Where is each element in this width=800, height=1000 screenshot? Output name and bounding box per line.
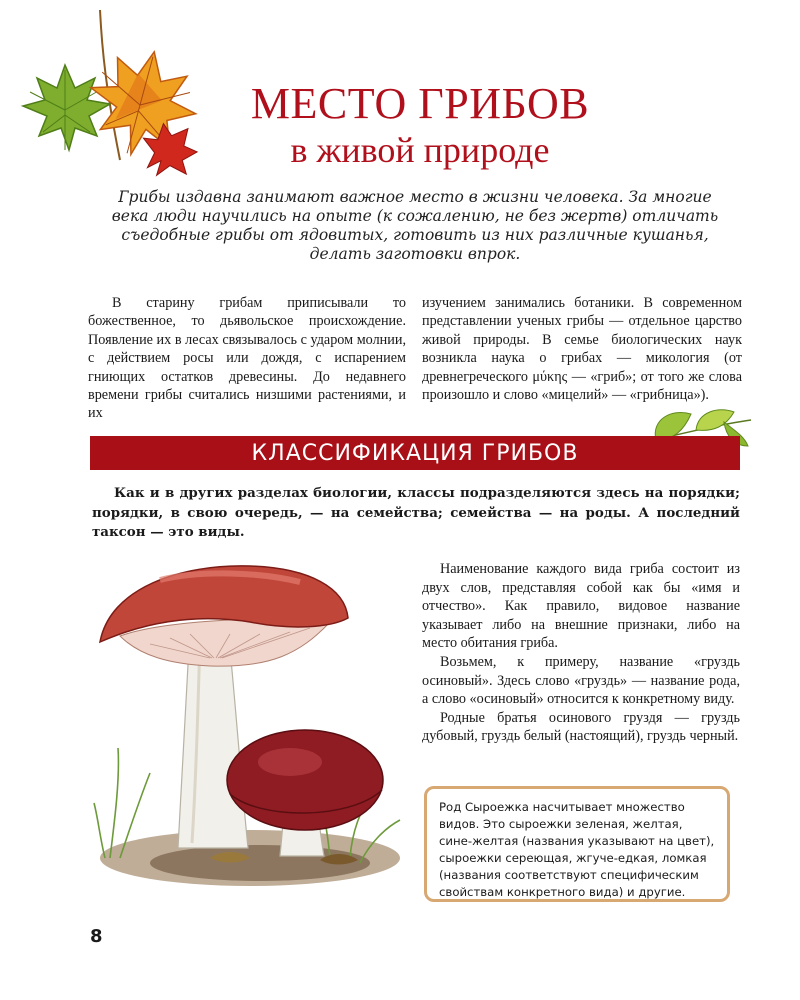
section-paragraph: Наименование каждого вида гриба состоит из двух слов, представляя собой как бы «имя и отчество». Как правило, видовое название указывает либо на внешние признаки, либо на место обитания гриба. [422,561,740,652]
section-paragraph: Родные братья осинового груздя — груздь дубовый, груздь белый (настоящий), груздь черный. [422,709,740,745]
page-number: 8 [90,926,103,947]
page-title: МЕСТО ГРИБОВ [250,79,590,128]
section-heading: КЛАССИФИКАЦИЯ ГРИБОВ [246,441,585,466]
section-paragraph: Возьмем, к примеру, название «груздь осиновый». Здесь слово «груздь» — название рода, а слово «осиновый» относится к конкретному виду. [422,653,740,708]
body-paragraph: изучением занимались ботаники. В современном представлении ученых грибы — отдельное царство живой природы. В семье биологических наук возникла наука о грибах — микология (от древнегреческого μύκης — «гриб»; от того же слова произошло и слово «мицелий» — «грибница»). [422,295,742,404]
section-lead: Как и в других разделах биологии, классы подразделяются здесь на порядки; порядки, в свою очередь, — на семейства; семейства — на роды. А последний таксон — это виды. [92,485,740,540]
body-column-left [88,294,406,423]
russula-mushrooms-illustration [90,558,410,903]
body-column-right [422,294,742,404]
intro-text: Грибы издавна занимают важное место в жизни человека. За многие века люди научились на опыте (к сожалению, не без жертв) отличать съедобные грибы от ядовитых, готовить из них различные кушанья, делать заготовки впрок. [111,188,719,263]
section-banner [90,436,740,470]
section-body [422,560,740,746]
page-subtitle: в живой природе [290,130,550,170]
note-box: Род Сыроежка насчитывает множество видов. Это сыроежки зеленая, желтая, сине-желтая (названия указывают на цвет), сыроежки сереющая, жгуче-едкая, ломкая (названия соответствуют специфическим свойствам конкретного вида) и другие. [424,786,730,902]
body-paragraph: В старину грибам приписывали то божественное, то дьявольское происхождение. Появление их в лесах связывалось с ударом молнии, с действием росы или дождя, с испарением гниющих остатков древесины. До недавнего времени грибы считались низшими растениями, и их [88,295,406,422]
